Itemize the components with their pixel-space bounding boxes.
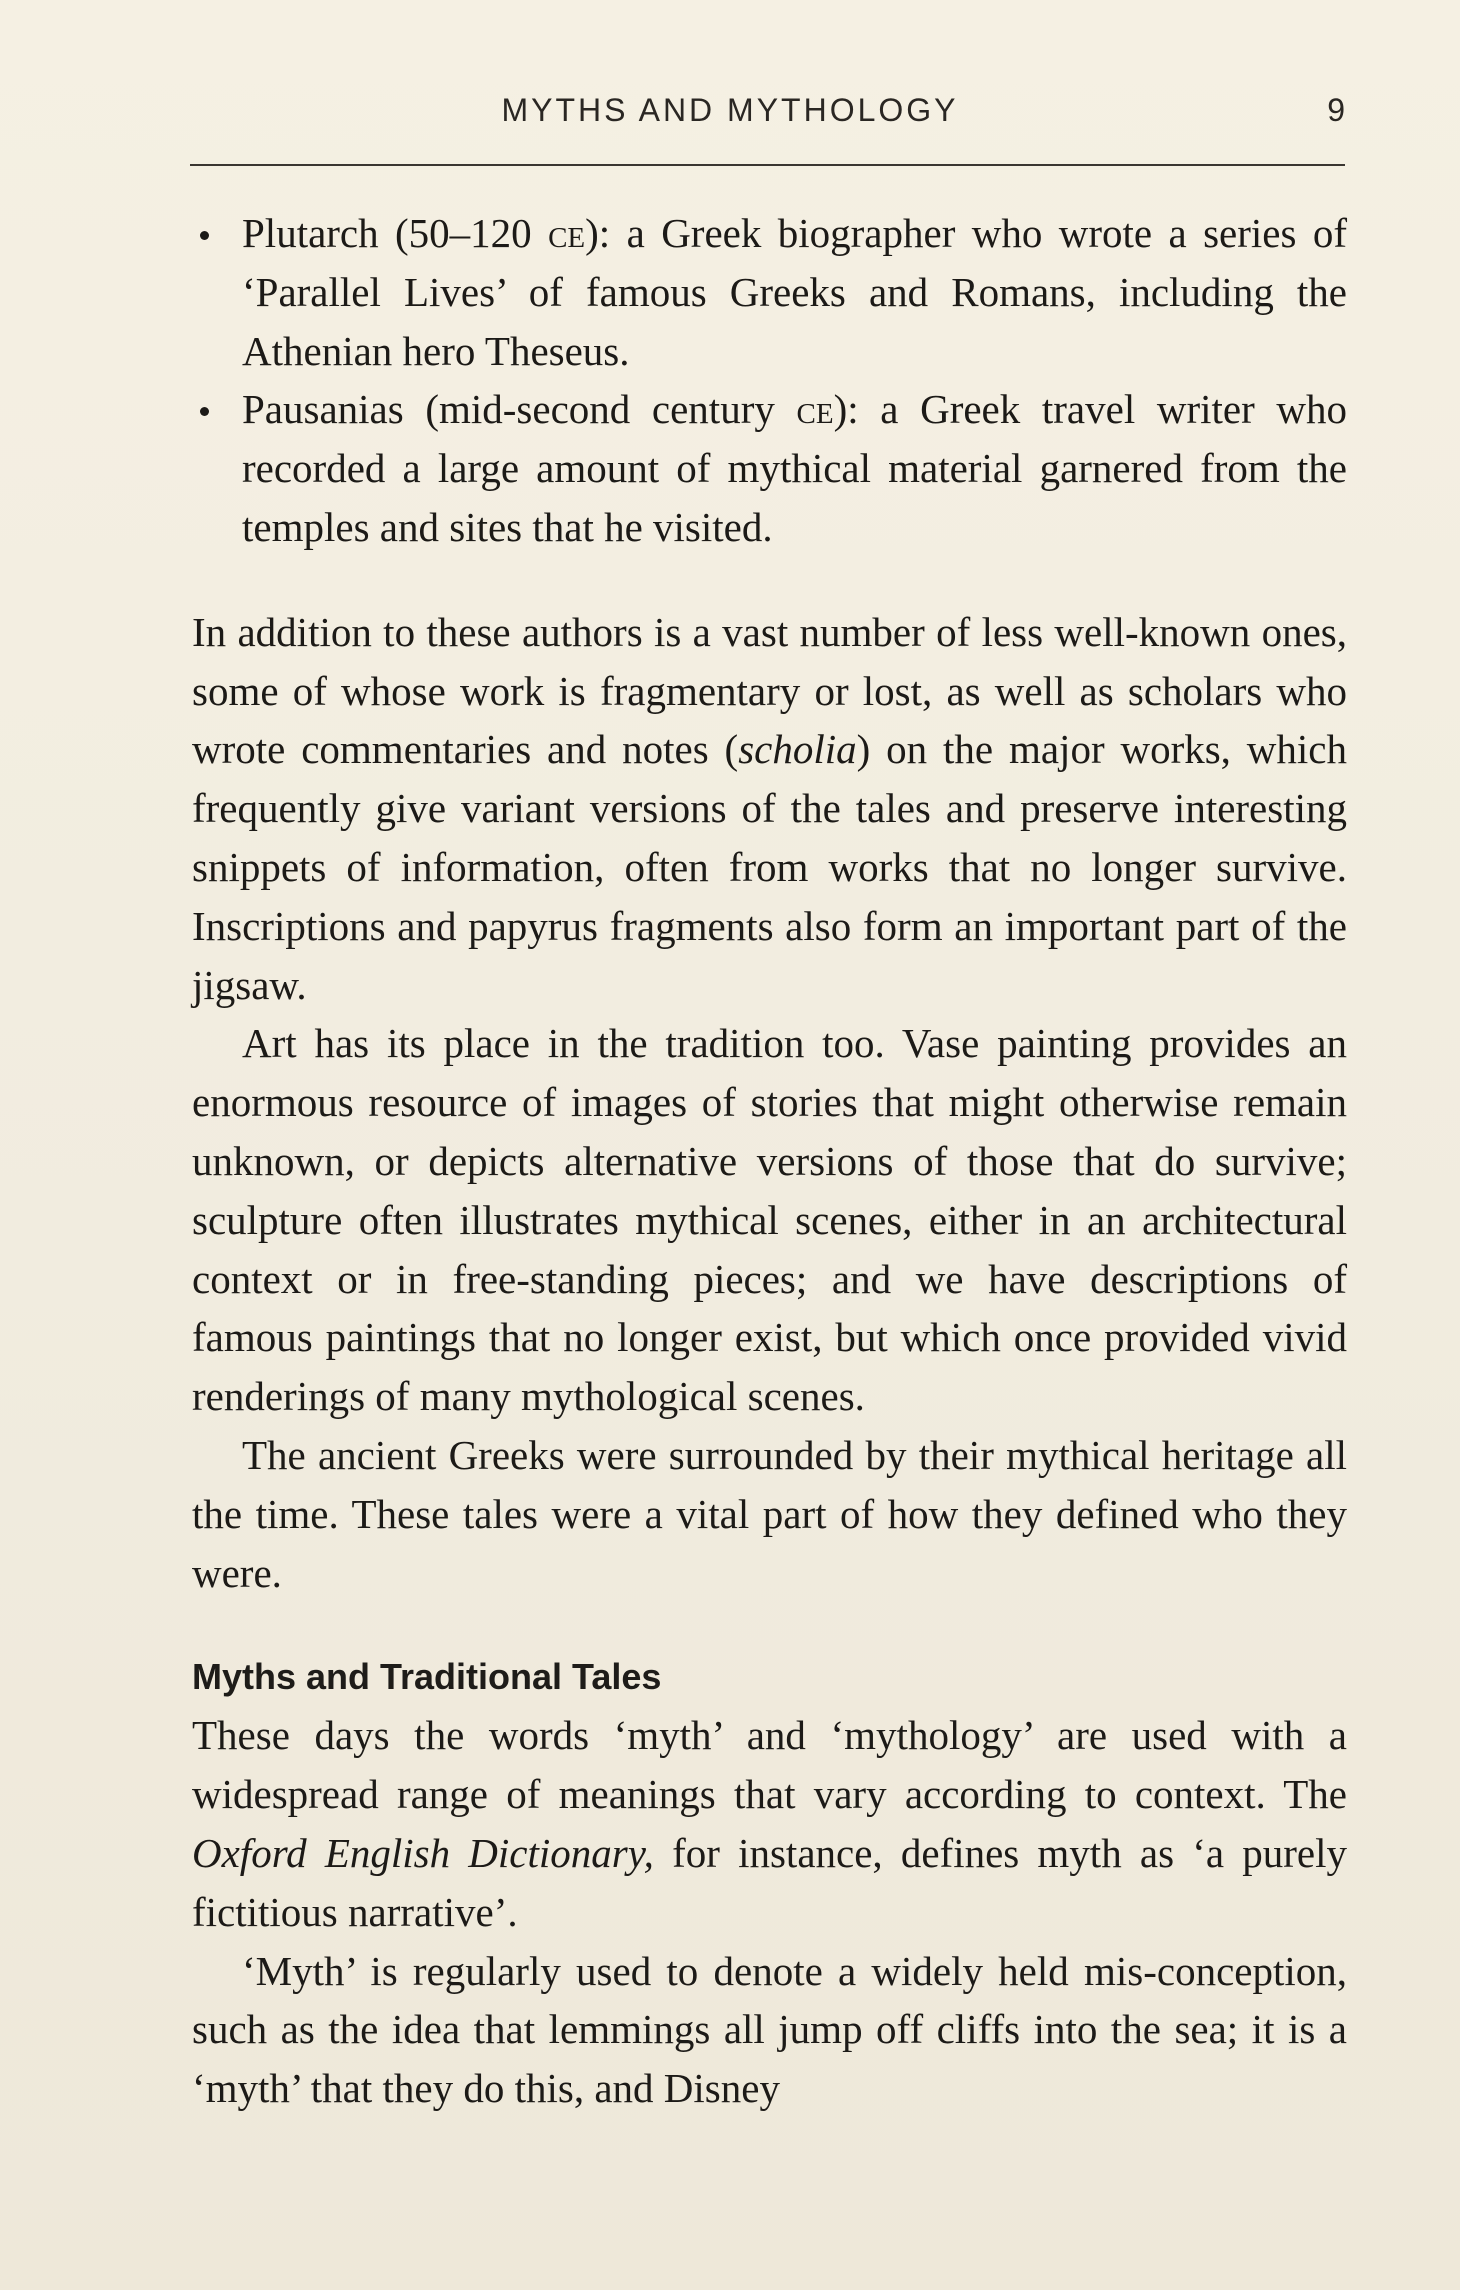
page-number: 9 <box>1327 92 1345 128</box>
paragraph-text: These days the words ‘myth’ and ‘mythology’ are used with a widespread range of meanings that vary according to context. The <box>192 1712 1347 1818</box>
running-head: MYTHS AND MYTHOLOGY <box>501 92 959 128</box>
paragraph-meanings <box>192 1706 1347 1941</box>
paragraph-misconception: ‘Myth’ is regularly used to denote a widely held mis-conception, such as the idea that lemmings all jump off cliffs into the sea; it is a ‘myth’ that they do this, and Disney <box>192 1947 1347 2112</box>
bullet-text-post: ): a Greek travel writer who recorded a large amount of mythical material garnered from the temples and sites that he visited. <box>242 386 1347 550</box>
section-heading: Myths and Traditional Tales <box>192 1656 662 1698</box>
bullet-text-pre: Plutarch (50–120 <box>242 210 549 256</box>
bullet-text-post: ): a Greek biographer who wrote a series of ‘Parallel Lives’ of famous Greeks and Romans, including the Athenian hero Theseus. <box>242 210 1347 374</box>
list-item <box>192 204 1347 380</box>
paragraph-text: for instance, defines myth as ‘a purely fictitious narrative’. <box>192 1829 1347 1935</box>
italic-title: Oxford English Dictionary, <box>192 1829 654 1876</box>
era-abbreviation: ce <box>796 386 834 433</box>
author-list <box>192 204 1347 557</box>
era-abbreviation: ce <box>548 210 586 256</box>
section-space <box>192 1602 1347 1648</box>
paragraph-heritage: The ancient Greeks were surrounded by their mythical heritage all the time. These tales were a vital part of how they defined who they were. <box>192 1431 1347 1596</box>
body-text <box>192 204 1347 2118</box>
section-space <box>192 557 1347 603</box>
paragraph-authors <box>192 603 1347 1015</box>
italic-term: scholia <box>738 726 857 773</box>
paragraph-text: ) on the major works, which frequently give variant versions of the tales and preserve interesting snippets of information, often from works that no longer survive. Inscriptions and papyrus fragments also form an important part of the jigsaw. <box>192 726 1347 1008</box>
header-rule <box>190 164 1345 166</box>
bullet-text-pre: Pausanias (mid-second century <box>242 386 797 433</box>
page-header <box>0 92 1460 142</box>
list-item <box>192 380 1347 556</box>
paragraph-art: Art has its place in the tradition too. Vase painting provides an enormous resource of images of stories that might otherwise remain unknown, or depicts alternative versions of those that do survive; sculpture often illustrates mythical scenes, either in an architectural context or in free-standing pieces; and we have descriptions of famous paintings that no longer exist, but which once provided vivid renderings of many mythological scenes. <box>192 1020 1347 1420</box>
paragraph-text: In addition to these authors is a vast number of less well-known ones, some of whose work is fragmentary or lost, as well as scholars who wrote commentaries and notes ( <box>192 608 1347 773</box>
